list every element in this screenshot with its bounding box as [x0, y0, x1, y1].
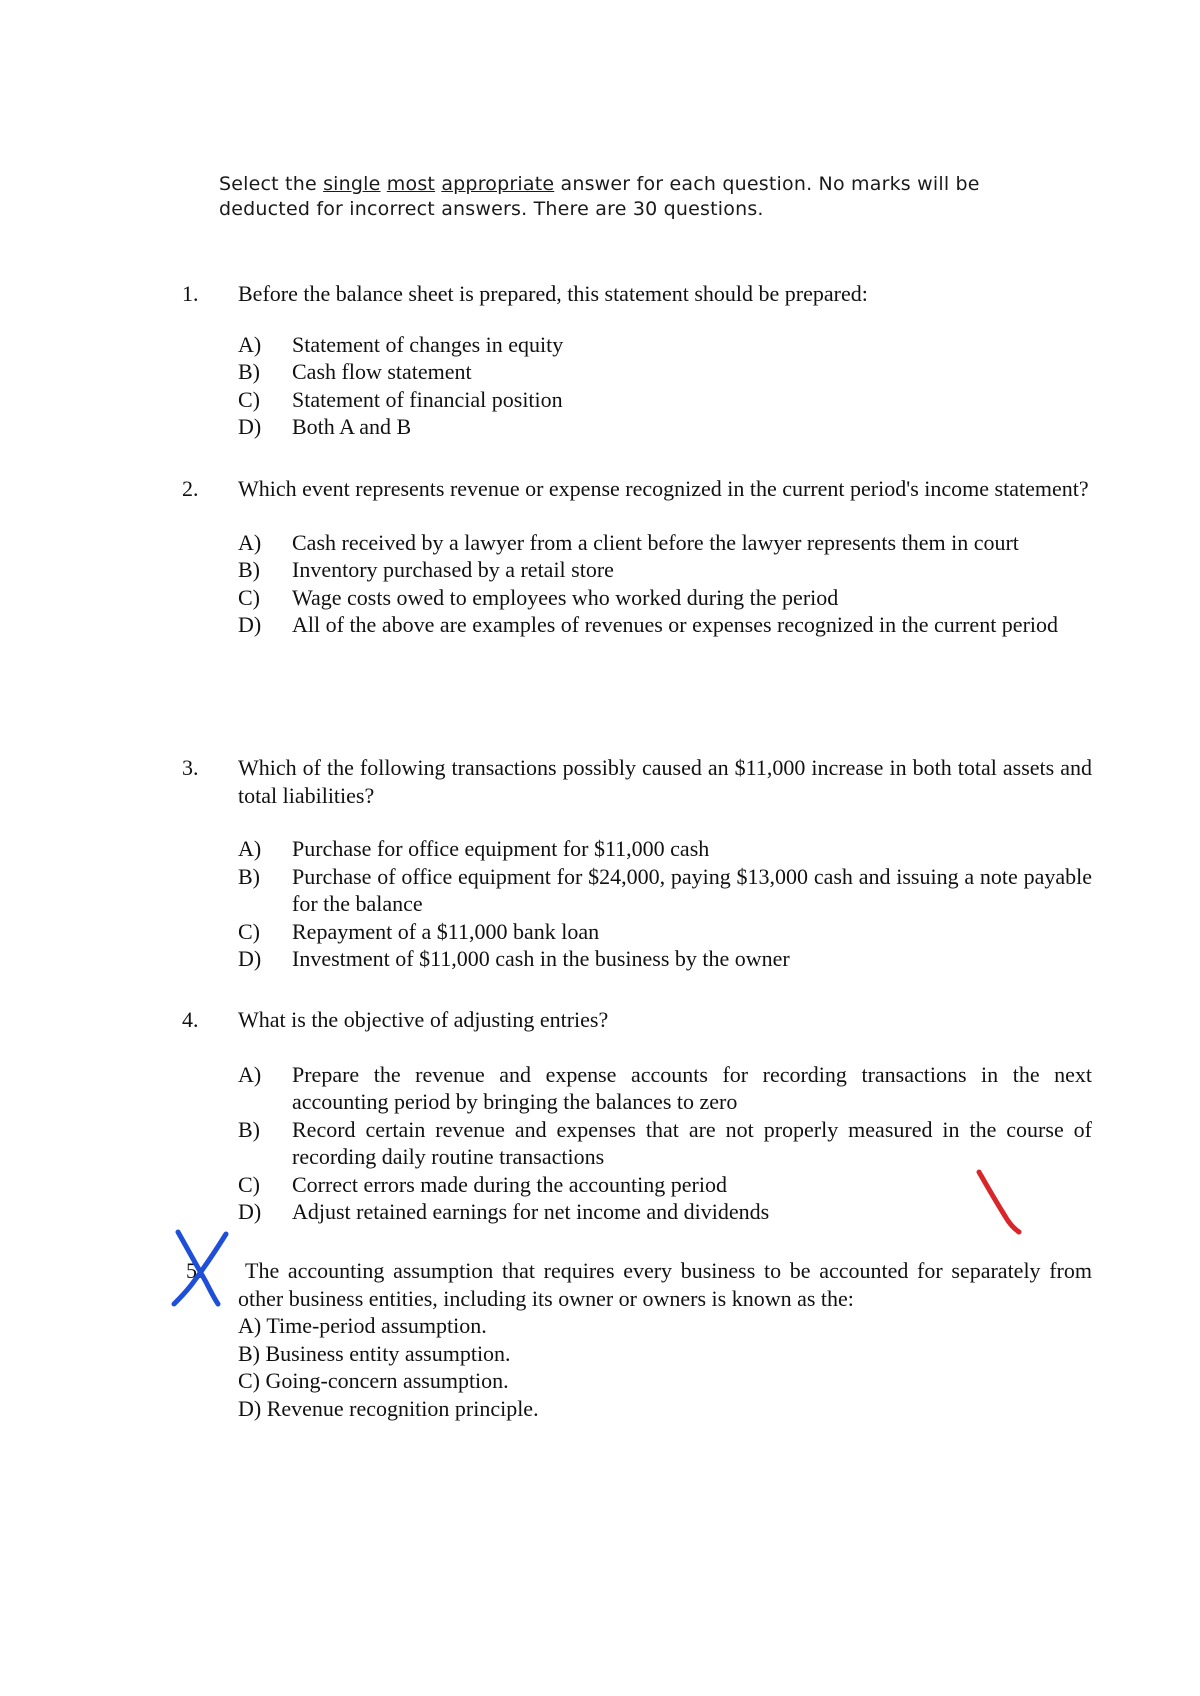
- option-b: B) Business entity assumption.: [238, 1340, 511, 1366]
- option-d: D) Both A and B: [238, 414, 412, 439]
- instructions-line-1: Select the single most appropriate answer for each question. No marks will be: [219, 173, 980, 195]
- question-1: [182, 280, 1092, 441]
- option-c: C) Going-concern assumption.: [238, 1368, 509, 1393]
- option-list: [182, 529, 1092, 639]
- option-d: D) All of the above are examples of revenues or expenses recognized in the current period: [238, 612, 1059, 637]
- x-mark-icon: [170, 1228, 232, 1308]
- option-list: [182, 331, 1092, 441]
- question-text: What is the objective of adjusting entries?: [238, 1007, 609, 1032]
- option-c: C) Wage costs owed to employees who worked during the period: [238, 584, 839, 610]
- question-number: 1.: [182, 281, 199, 306]
- question-number: 3.: [182, 755, 199, 780]
- option-a: A) Cash received by a lawyer from a client before the lawyer represents them in court: [238, 529, 1019, 555]
- question-3: [182, 754, 1092, 973]
- option-d: D) Adjust retained earnings for net income and dividends: [238, 1199, 770, 1224]
- question-number: 4.: [182, 1007, 199, 1032]
- question-text: Which event represents revenue or expense recognized in the current period's income statement?: [238, 476, 1089, 501]
- instructions: [219, 172, 1059, 222]
- option-c: C) Correct errors made during the accounting period: [238, 1171, 727, 1197]
- question-4: [182, 1006, 1092, 1226]
- option-d: D) Revenue recognition principle.: [238, 1395, 539, 1421]
- option-list: [182, 1061, 1092, 1226]
- option-list: [182, 835, 1092, 973]
- question-text: The accounting assumption that requires every business to be accounted for separately from other business entities, including its owner or owners is known as the:: [238, 1258, 1092, 1311]
- option-b: B) Record certain revenue and expenses that are not properly measured in the course of recording daily routine transactions: [238, 1116, 1092, 1169]
- question-text: Before the balance sheet is prepared, this statement should be prepared:: [238, 281, 868, 306]
- instructions-line-2: deducted for incorrect answers. There are 30 questions.: [219, 198, 764, 220]
- question-5: [186, 1257, 1092, 1422]
- question-number: 2.: [182, 476, 199, 501]
- option-b: B) Inventory purchased by a retail store: [238, 557, 614, 582]
- option-a: A) Prepare the revenue and expense accounts for recording transactions in the next accounting period by bringing the balances to zero: [238, 1061, 1092, 1114]
- option-a: A) Statement of changes in equity: [238, 331, 564, 357]
- question-2: [182, 475, 1092, 639]
- tick-mark-icon: [975, 1168, 1025, 1236]
- option-c: C) Repayment of a $11,000 bank loan: [238, 918, 600, 944]
- option-b: B) Purchase of office equipment for $24,000, paying $13,000 cash and issuing a note payable for the balance: [238, 863, 1092, 916]
- option-a: A) Time-period assumption.: [238, 1313, 487, 1338]
- option-c: C) Statement of financial position: [238, 386, 563, 412]
- option-a: A) Purchase for office equipment for $11,000 cash: [238, 836, 710, 861]
- option-b: B) Cash flow statement: [238, 359, 472, 384]
- option-d: D) Investment of $11,000 cash in the business by the owner: [238, 946, 790, 971]
- question-text: Which of the following transactions possibly caused an $11,000 increase in both total assets and total liabilities?: [238, 755, 1092, 808]
- question-number: 5.: [186, 1258, 203, 1283]
